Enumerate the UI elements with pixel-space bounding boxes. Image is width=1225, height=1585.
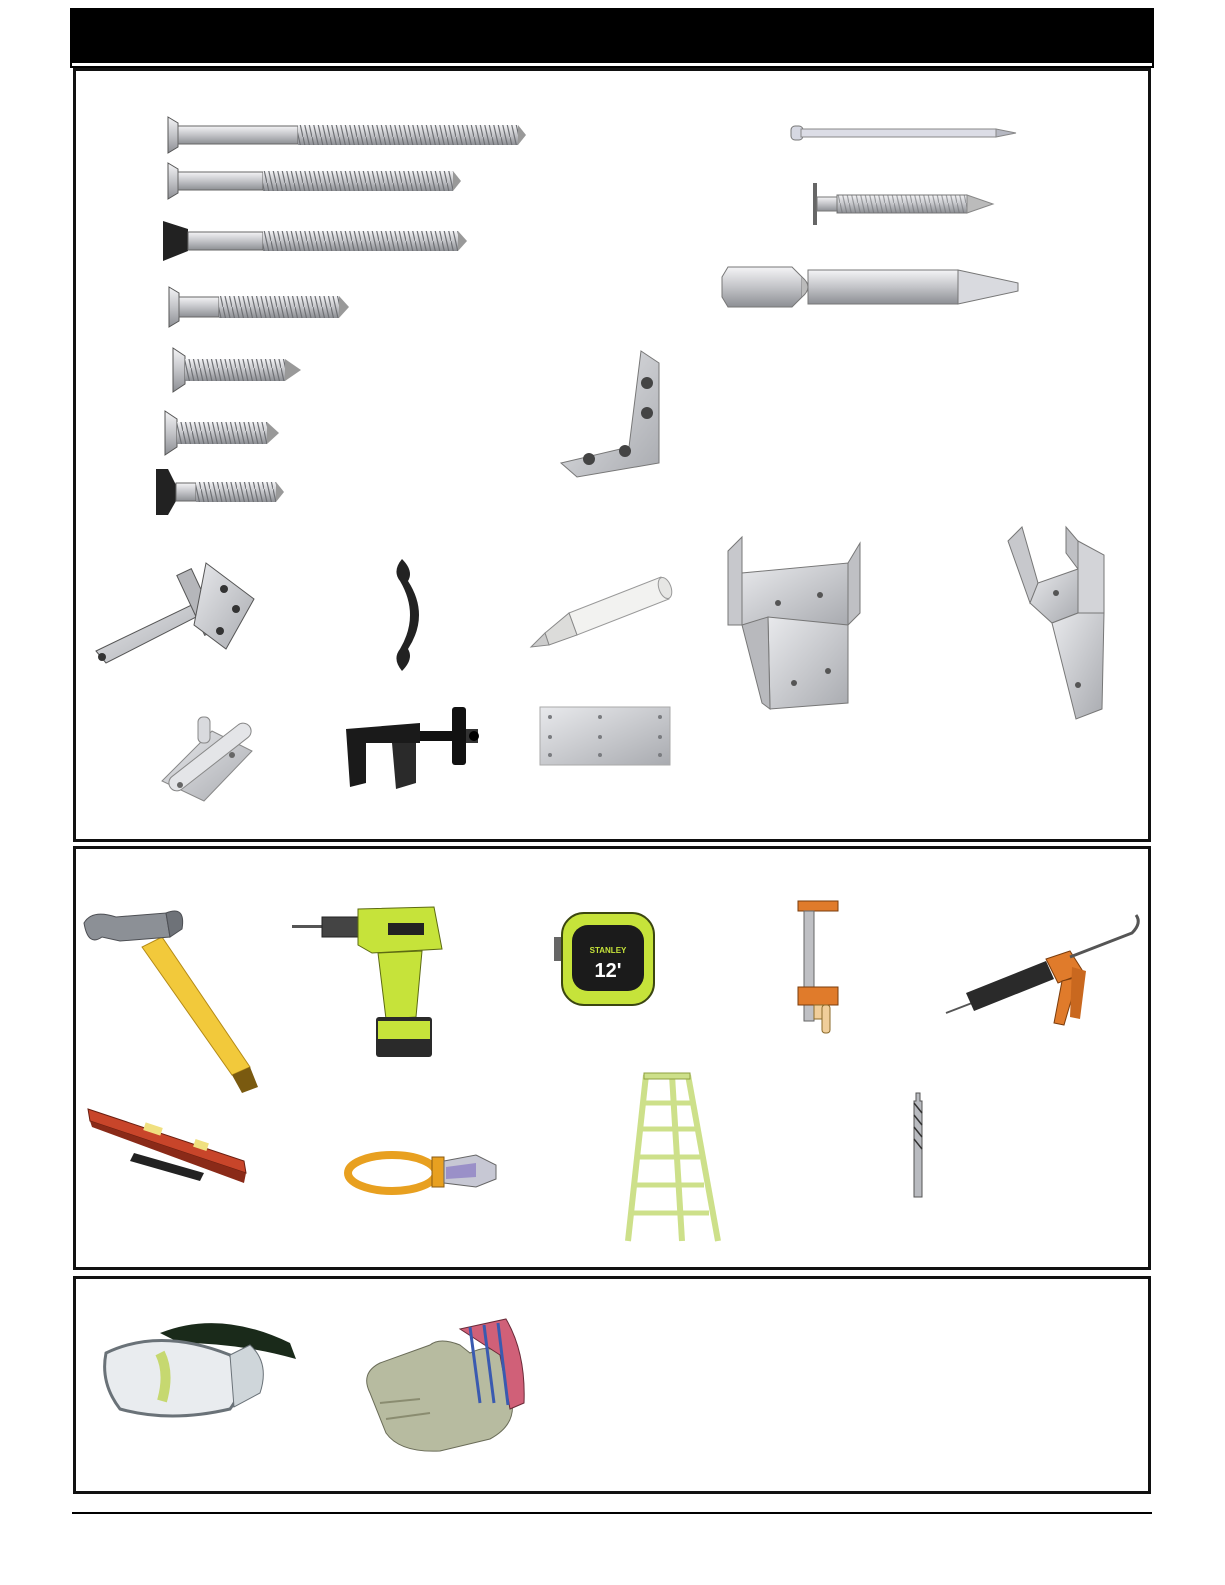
bar-clamp-icon [798,901,838,1033]
drill-bit-icon [914,1093,922,1197]
pliers-icon [348,1155,496,1191]
driver-bit-icon [722,267,1018,307]
tools-illustrations [76,849,1148,1267]
screw-smaller-icon [165,411,279,455]
footer-rule [72,1512,1152,1514]
hardware-panel [73,68,1151,842]
page-header-bar [72,10,1152,66]
hardware-illustrations [76,71,1148,839]
safety-panel [73,1276,1151,1494]
tools-panel [73,846,1151,1270]
cordless-drill-icon [292,907,442,1057]
safety-goggles-icon [105,1323,296,1416]
tape-measure-label: 12' [594,960,622,982]
tape-measure-brand: STANLEY [589,946,627,955]
pin-nail-icon [791,126,1016,140]
barrel-bolt-icon [162,717,254,801]
spirit-level-icon [88,1109,246,1183]
ring-nail-icon [813,183,993,225]
gate-handle-icon [396,559,419,671]
tape-measure-icon [554,913,654,1005]
corner-bracket-icon [561,351,659,477]
screw-long-icon [168,117,526,153]
screw-black-small-icon [156,469,284,515]
hammer-icon [84,911,258,1093]
tee-hinge-icon [96,563,254,663]
sealant-tube-icon [531,576,674,647]
u-bracket-wide-icon [728,537,860,709]
work-gloves-icon [367,1319,525,1451]
caulking-gun-icon [946,915,1138,1025]
u-bracket-narrow-icon [1008,527,1104,719]
mending-plate-icon [540,707,670,765]
step-ladder-icon [628,1073,718,1241]
gate-latch-icon [346,707,479,789]
safety-illustrations [76,1279,1148,1491]
screw-short-icon [169,287,349,327]
screw-small-icon [173,348,301,392]
screw-medium-icon [168,163,461,199]
screw-black-head-icon [163,221,467,261]
